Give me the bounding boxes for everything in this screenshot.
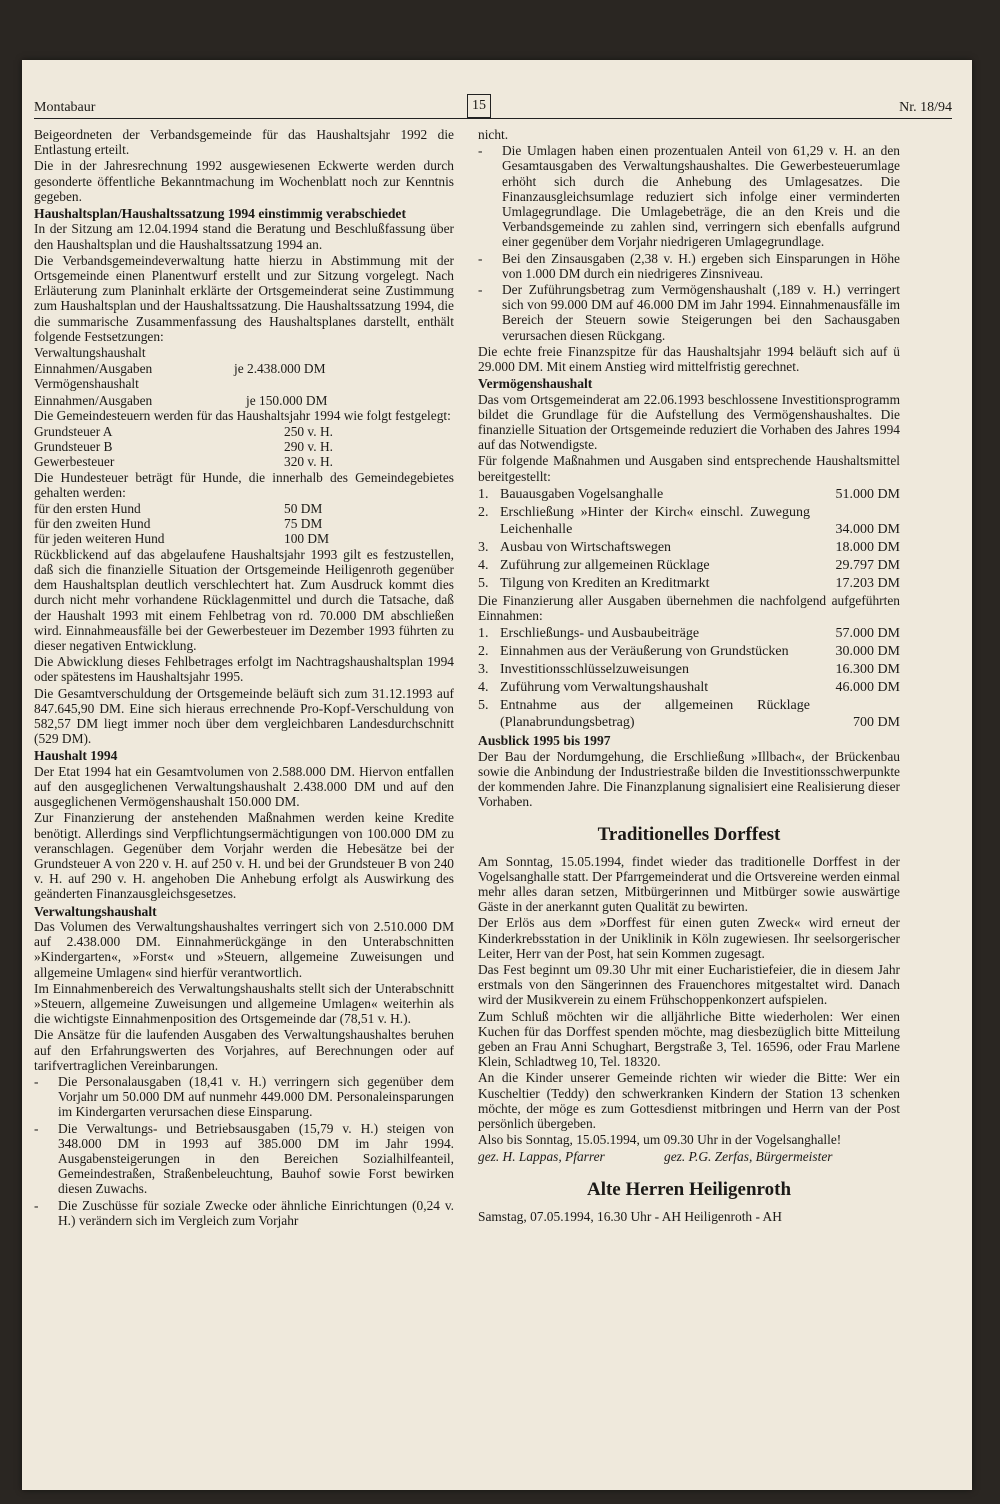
paragraph: Das Fest beginnt um 09.30 Uhr mit einer Eucharistiefeier, die in diesem Jahr erstmals von den Sängerinnen des Frauenchores mitgestaltet wird. Danach wird der Musikverein zu einem Frühschoppenkonzert aufspielen.: [478, 961, 900, 1008]
label: Vermögenshaushalt: [34, 376, 139, 392]
page-number: 15: [467, 94, 491, 118]
budget-row: Einnahmen/Ausgaben je 150.000 DM: [34, 392, 328, 408]
paragraph: Samstag, 07.05.1994, 16.30 Uhr - AH Heiligenroth - AH: [478, 1208, 782, 1224]
issue-number: Nr. 18/94: [899, 100, 952, 115]
paragraph: Der Etat 1994 hat ein Gesamtvolumen von 2.588.000 DM. Hiervon entfallen auf den ausgeglichenen Verwaltungshaushalt 2.438.000 DM und auf den ausgeglichenen Vermögenshaushalt 150.000 DM.: [34, 763, 454, 810]
paragraph: Die Verbandsgemeindeverwaltung hatte hierzu in Abstimmung mit der Ortsgemeinde einen Planentwurf erstellt und zur Sitzung vorgelegt. Nach Erläuterung zum Planinhalt erklärte der Ortsgemeinderat seine Zustimmung zum Haushaltsplan und der Haushaltssatzung. Die Haushaltssatzung 1994, die die summarische Zusammenfassung des Haushaltsplanes darstellt, enthält folgende Festsetzungen:: [34, 252, 454, 344]
list-item: - Die Verwaltungs- und Betriebsausgaben (15,79 v. H.) steigen von 348.000 DM in 1993 auf 385.000 DM im Jahr 1994. Ausgabensteigerungen in den Bereichen Sozialhilfeanteil, Gemeindestraßen, Straßenbeleuchtung, Bauhof sowie Forst bewirken diesen Zuwachs.: [34, 1120, 454, 1197]
section-heading: Vermögenshaushalt: [478, 376, 593, 392]
paragraph: Zum Schluß möchten wir die alljährliche Bitte wiederholen: Wer einen Kuchen für das Dorffest spenden möchte, mag diesbezüglich bitte Mitteilung geben an Frau Anni Schughart, Bergstraße 3, Tel. 16596, oder Frau Marlene Klein, Schladtweg 10, Tel. 18320.: [478, 1008, 900, 1070]
page-header: [34, 90, 952, 119]
income-item: 5. Entnahme aus der allgemeinen Rücklage (Planabrundungsbetrag) 700 DM: [478, 698, 900, 731]
paragraph: Zur Finanzierung der anstehenden Maßnahmen werden keine Kredite benötigt. Allerdings sind Verpflichtungsermächtigungen von 100.000 DM zu veranschlagen. Gegenüber dem Vorjahr werden die Hebesätze bei der Grundsteuer A von 220 v. H. auf 250 v. H. und bei der Grundsteuer B von 240 v. H. auf 290 v. H. angehoben Die Anhebung erfolgt als Auswirkung des geänderten Finanzausgleichsgesetzes.: [34, 810, 454, 902]
list-item: - Bei den Zinsausgaben (2,38 v. H.) ergeben sich Einsparungen in Höhe von 1.000 DM durch ein niedrigeres Zinsniveau.: [478, 250, 900, 281]
section-heading: Verwaltungshaushalt: [34, 903, 157, 919]
expense-item: 4. Zuführung zur allgemeinen Rücklage 29.797 DM: [478, 557, 900, 573]
article-title: Traditionelles Dorffest: [597, 823, 781, 845]
paragraph: Das Volumen des Verwaltungshaushaltes verringert sich von 2.510.000 DM auf 2.438.000 DM. Einnahmerückgänge in den Unterabschnitten »Kindergarten«, »Forst« und »Steuern, allgemeine Zuweisungen und allgemeine Umlagen« sind hierfür verantwortlich.: [34, 918, 454, 980]
list-item: - Die Zuschüsse für soziale Zwecke oder ähnliche Einrichtungen (0,24 v. H.) verändern sich im Vergleich zum Vorjahr: [34, 1197, 454, 1228]
paragraph: In der Sitzung am 12.04.1994 stand die Beratung und Beschlußfassung über den Haushaltsplan und die Haushaltssatzung 1994 an.: [34, 221, 454, 252]
paragraph: Der Erlös aus dem »Dorffest für einen guten Zweck« wird erneut der Kinderkrebsstation in der Uniklinik in Köln zugewiesen. Ihr seelsorgerischer Leiter, Herr van der Post, hat sein Kommen zugesagt.: [478, 915, 900, 961]
expense-item: 3. Ausbau von Wirtschaftswegen 18.000 DM: [478, 539, 900, 555]
paragraph: Im Einnahmenbereich des Verwaltungshaushalts stellt sich der Unterabschnitt »Steuern, allgemeine Zuweisungen und allgemeine Umlagen« weiterhin als die wichtigste Einnahmenposition des Ortsgemeinde dar (78,51 v. H.).: [34, 980, 454, 1027]
tax-row: Grundsteuer A 250 v. H.: [34, 424, 333, 440]
signature-pastor: gez. H. Lappas, Pfarrer: [478, 1149, 605, 1165]
paragraph: Also bis Sonntag, 15.05.1994, um 09.30 Uhr in der Vogelsanghalle!: [478, 1132, 842, 1148]
expense-item: 5. Tilgung von Krediten an Kreditmarkt 17.203 DM: [478, 575, 900, 591]
paragraph: Die Abwicklung dieses Fehlbetrages erfolgt im Nachtragshaushaltsplan 1994 oder spätestens im Haushaltsjahr 1995.: [34, 654, 454, 685]
signature-mayor: gez. P.G. Zerfas, Bürgermeister: [664, 1149, 833, 1165]
dog-tax-row: für den ersten Hund 50 DM: [34, 501, 323, 517]
section-heading: Haushalt 1994: [34, 748, 118, 764]
paragraph: Rückblickend auf das abgelaufene Haushaltsjahr 1993 gilt es festzustellen, daß sich die finanzielle Situation der Ortsgemeinde Heiligenroth gegenüber dem Haushaltsplan deutlich verschlechtert hat. Zum Ausdruck kommt dies durch nicht mehr vorhandene Rücklagenmittel und durch die Tatsache, daß der Haushalt 1993 mit einem Fehlbetrag von rd. 70.000 DM abschließen wird. Einnahmeausfälle bei der Gewerbesteuer im Dezember 1993 führten zu dieser negativen Entwicklung.: [34, 546, 454, 653]
paragraph: Die in der Jahresrechnung 1992 ausgewiesenen Eckwerte werden durch gesonderte öffentliche Bekanntmachung im Wochenblatt noch zur Kenntnis gegeben.: [34, 158, 454, 204]
header-town: Montabaur: [34, 100, 96, 115]
paragraph: Für folgende Maßnahmen und Ausgaben sind entsprechende Haushaltsmittel bereitgestellt:: [478, 453, 900, 484]
paragraph: Die Ansätze für die laufenden Ausgaben des Verwaltungshaushaltes beruhen auf den Erfahrungswerten des Vorjahres, auf Berechnungen oder auf tarifvertraglichen Vereinbarungen.: [34, 1027, 454, 1073]
dog-tax-row: für den zweiten Hund 75 DM: [34, 516, 323, 532]
paragraph: Die Gesamtverschuldung der Ortsgemeinde beläuft sich zum 31.12.1993 auf 847.645,90 DM. Eine sich hieraus errechnende Pro-Kopf-Verschuldung von 582,57 DM liegt immer noch über dem vergleichbaren Landesdurchschnitt (529 DM).: [34, 685, 454, 747]
paragraph: Die Gemeindesteuern werden für das Haushaltsjahr 1994 wie folgt festgelegt:: [34, 407, 451, 423]
list-item: - Die Personalausgaben (18,41 v. H.) verringern sich gegenüber dem Vorjahr um 50.000 DM auf nunmehr 449.000 DM. Personaleinsparungen im Kindergarten verursachen diese Einsparung.: [34, 1074, 454, 1120]
signatures: [478, 1149, 900, 1164]
paragraph: An die Kinder unserer Gemeinde richten wir wieder die Bitte: Wer ein Kuscheltier (Teddy) den schwerkranken Kindern der Station 13 schenken möchte, der möge es zum Gottesdienst mitbringen und Herrn van der Post persönlich übergeben.: [478, 1070, 900, 1131]
dog-tax-row: für jeden weiteren Hund 100 DM: [34, 531, 330, 547]
income-item: 1. Erschließungs- und Ausbaubeiträge 57.000 DM: [478, 626, 900, 642]
section-heading: Haushaltsplan/Haushaltssatzung 1994 einstimmig verabschiedet: [34, 206, 406, 222]
budget-row: Einnahmen/Ausgaben je 2.438.000 DM: [34, 361, 326, 377]
newspaper-page: [22, 60, 972, 1490]
expense-item: 1. Bauausgaben Vogelsanghalle 51.000 DM: [478, 486, 900, 502]
paragraph: Das vom Ortsgemeinderat am 22.06.1993 beschlossene Investitionsprogramm bildet die Grundlage für die Aufstellung des Vermögenshaushaltes. Die finanzielle Situation der Ortsgemeinde reduziert die Vorhaben des Jahres 1994 auf das Notwendigste.: [478, 391, 900, 453]
tax-row: Gewerbesteuer 320 v. H.: [34, 454, 333, 470]
paragraph: Die echte freie Finanzspitze für das Haushaltsjahr 1994 beläuft sich auf ü 29.000 DM. Mit einem Anstieg wird mittelfristig gerechnet.: [478, 343, 900, 375]
income-item: 4. Zuführung vom Verwaltungshaushalt 46.000 DM: [478, 680, 900, 696]
right-column: [478, 127, 900, 1225]
expense-item: 2. Erschließung »Hinter der Kirch« einschl. Zuwegung Leichenhalle 34.000 DM: [478, 504, 900, 537]
paragraph: Beigeordneten der Verbandsgemeinde für das Haushaltsjahr 1992 die Entlastung erteilt.: [34, 127, 454, 158]
article-title: Alte Herren Heiligenroth: [586, 1178, 792, 1200]
paragraph: Der Bau der Nordumgehung, die Erschließung »Illbach«, der Brückenbau sowie die Anbindung der Industriestraße bilden die Investitionsschwerpunkte der kommenden Jahre. Die Finanzplanung signalisiert eine Realisierung dieser Vorhaben.: [478, 748, 900, 810]
paragraph: Die Finanzierung aller Ausgaben übernehmen die nachfolgend aufgeführten Einnahmen:: [478, 592, 900, 624]
income-item: 3. Investitionsschlüsselzuweisungen 16.300 DM: [478, 662, 900, 678]
list-item: - Der Zuführungsbetrag zum Vermögenshaushalt (,189 v. H.) verringert sich von 99.000 DM auf 46.000 DM im Jahr 1994. Einnahmenausfälle im Bereich der Steuern sowie Steigerungen bei den Sachausgaben verursachen diesen Rückgang.: [478, 282, 900, 343]
paragraph: nicht.: [478, 127, 509, 142]
list-item: - Die Umlagen haben einen prozentualen Anteil von 61,29 v. H. an den Gesamtausgaben des Verwaltungshaushaltes. Die Gewerbesteuerumlage erhöht sich durch die Anhebung des Umlagesatzes. Die Finanzausgleichsumlage reduziert sich infolge einer verminderten Umlagegrundlage. Die Umlagebeträge, die an den Kreis und die Verbandsgemeinde zu zahlen sind, verringern sich ebenfalls aufgrund einer gegenüber dem Vorjahr niedrigeren Umlagegrundlage.: [478, 143, 900, 250]
income-item: 2. Einnahmen aus der Veräußerung von Grundstücken 30.000 DM: [478, 644, 900, 660]
paragraph: Die Hundesteuer beträgt für Hunde, die innerhalb des Gemeindegebietes gehalten werden:: [34, 469, 454, 500]
left-column: [34, 127, 454, 1229]
label: Verwaltungshaushalt: [34, 345, 146, 361]
section-heading: Ausblick 1995 bis 1997: [478, 733, 611, 749]
paragraph: Am Sonntag, 15.05.1994, findet wieder das traditionelle Dorffest in der Vogelsanghalle statt. Der Pfarrgemeinderat und die Ortsvereine werden einmal mehr alles daran setzen, Mitbürgerinnen und Mitbürger sowie auswärtige Gäste in der anerkannt guten Qualität zu bewirten.: [478, 853, 900, 915]
tax-row: Grundsteuer B 290 v. H.: [34, 439, 333, 455]
